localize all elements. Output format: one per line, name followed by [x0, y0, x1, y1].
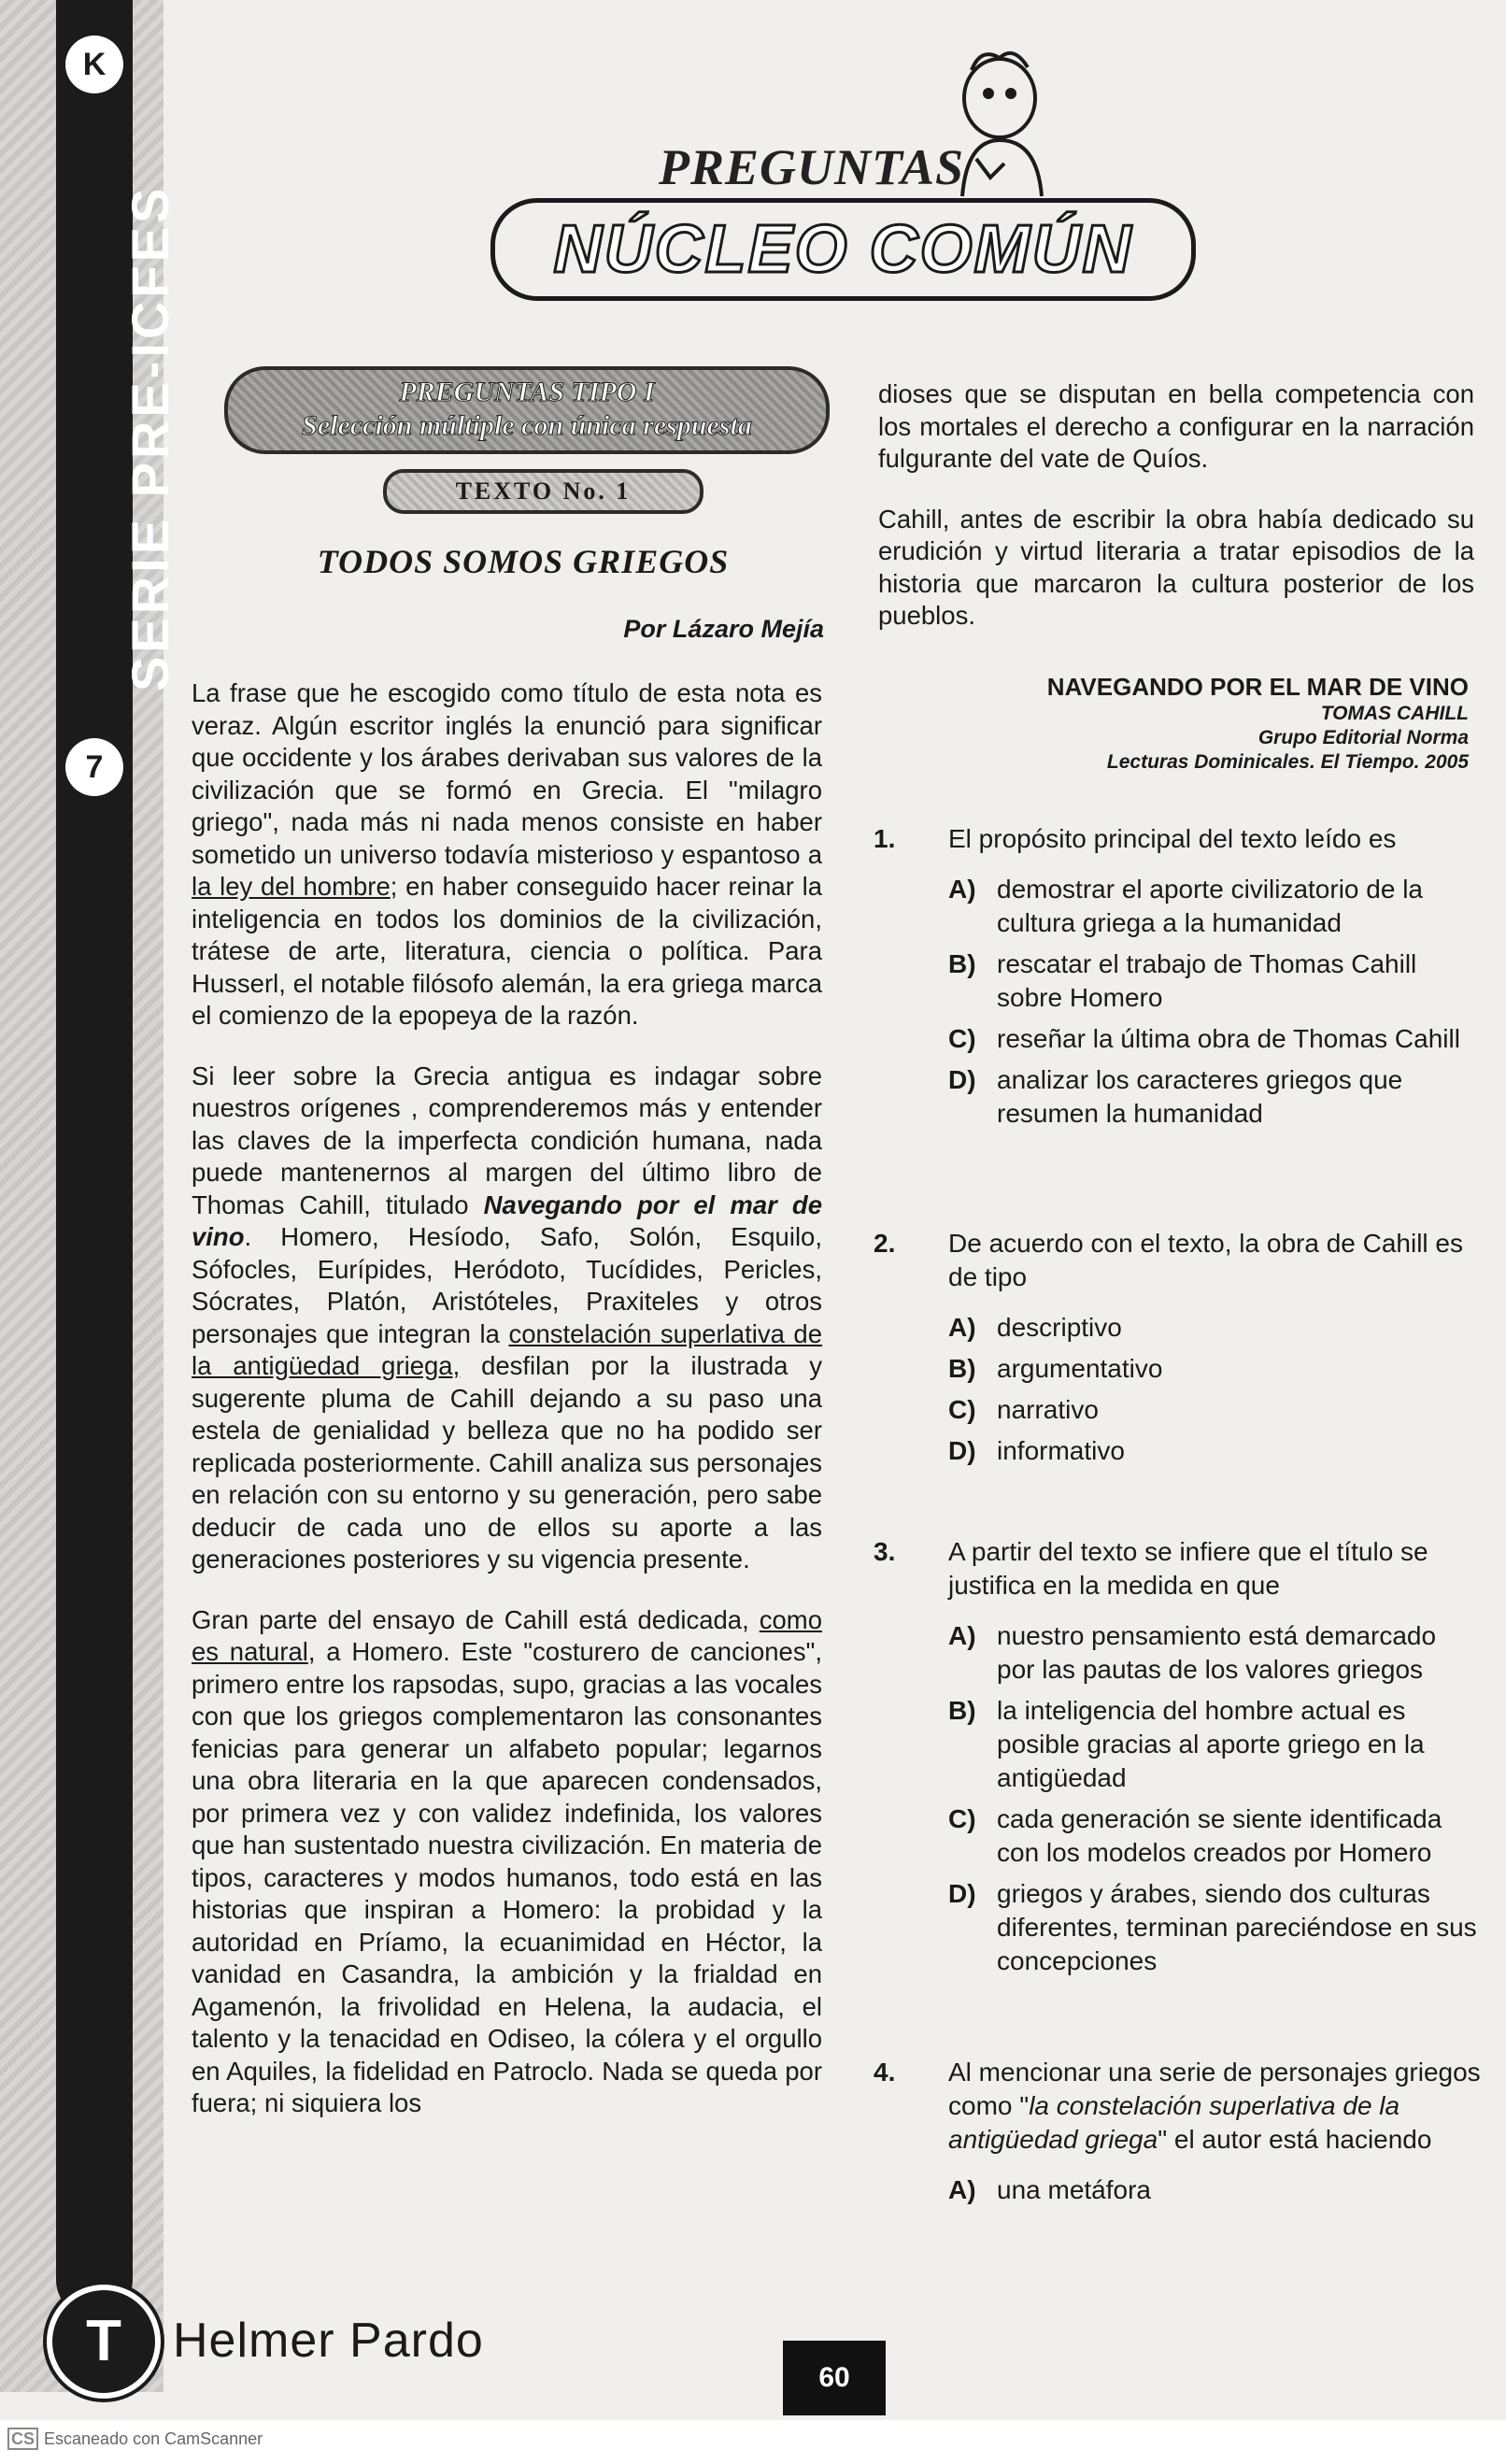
question-2	[874, 1227, 1481, 1468]
question-4	[874, 2056, 1481, 2207]
question-3	[874, 1535, 1481, 1978]
option-a[interactable]: A) nuestro pensamiento está demarcado por las pautas de los valores griegos	[948, 1621, 1437, 1684]
page-number: 60	[783, 2341, 886, 2415]
article-author: Por Lázaro Mejía	[623, 615, 824, 643]
question-1	[874, 822, 1481, 1131]
option-d[interactable]: D) analizar los caracteres griegos que resumen la humanidad	[948, 1065, 1403, 1128]
question-stem: Al mencionar una serie de personajes griegos como "la constelación superlativa de la antigüedad griega" el autor está haciendo	[948, 2058, 1481, 2154]
article-title: TODOS SOMOS GRIEGOS	[317, 543, 730, 580]
article-right-column	[878, 378, 1474, 661]
texto-label: TEXTO No. 1	[383, 469, 703, 514]
option-b[interactable]: B) rescatar el trabajo de Thomas Cahill sobre Homero	[948, 949, 1417, 1012]
option-c[interactable]: C) reseñar la última obra de Thomas Cahill	[948, 1024, 1460, 1053]
paragraph-1: La frase que he escogido como título de esta nota es veraz. Algún escritor inglés la enunció para significar que occidente y los árabes derivaban sus valores de la civilización que se formó en Grecia. El "milagro griego", nada más ni nada menos consiste en haber sometido un universo todavía misterioso y espantoso a la ley del hombre; en haber conseguido hacer reinar la inteligencia en todos los dominios de la civilización, trátese de arte, literatura, ciencia o política. Para Husserl, el notable filósofo alemán, la era griega marca el comienzo de la epopeya de la razón.	[192, 678, 823, 1030]
publisher-logo-icon: T	[47, 2285, 161, 2399]
question-number: 2.	[874, 1229, 896, 1258]
question-stem: De acuerdo con el texto, la obra de Cahill es de tipo	[948, 1229, 1463, 1291]
option-d[interactable]: D) informativo	[948, 1436, 1125, 1465]
option-a[interactable]: A) una metáfora	[948, 2175, 1151, 2204]
option-d[interactable]: D) griegos y árabes, siendo dos culturas diferentes, terminan pareciéndose en sus concepciones	[948, 1879, 1477, 1975]
question-stem: El propósito principal del texto leído es	[948, 824, 1397, 853]
article-left-column	[192, 677, 822, 2148]
option-c[interactable]: C) cada generación se siente identificada con los modelos creados por Homero	[948, 1804, 1442, 1867]
ref-author: TOMAS CAHILL	[1320, 703, 1469, 724]
option-b[interactable]: B) la inteligencia del hombre actual es posible gracias al aporte griego en la antigüedad	[948, 1696, 1425, 1792]
question-number: 4.	[874, 2058, 896, 2087]
header-preguntas: PREGUNTAS	[659, 139, 965, 195]
brand-name: Helmer Pardo	[173, 2314, 484, 2368]
scanner-watermark: CS Escaneado con CamScanner	[7, 2429, 263, 2449]
book-reference	[878, 673, 1469, 775]
question-type-subtitle: Selección múltiple con única respuesta	[302, 410, 752, 441]
scanner-logo-icon: CS	[7, 2428, 38, 2450]
ref-publisher: Grupo Editorial Norma	[1257, 727, 1469, 748]
question-number: 3.	[874, 1537, 896, 1566]
header-box	[490, 198, 1196, 301]
header-nucleo-comun: NÚCLEO COMÚN	[553, 212, 1133, 287]
ref-source: Lecturas Dominicales. El Tiempo. 2005	[1106, 751, 1469, 773]
paragraph-2: Si leer sobre la Grecia antigua es indagar sobre nuestros orígenes , comprenderemos más y entender las claves de la imperfecta condición humana, nada puede mantenernos al margen del último libro de Thomas Cahill, titulado Navegando por el mar de vino. Homero, Hesíodo, Safo, Solón, Esquilo, Sófocles, Eurípides, Heródoto, Tucídides, Pericles, Sócrates, Platón, Aristóteles, Praxiteles y otros personajes que integran la constelación superlativa de la antigüedad griega, desfilan por la ilustrada y sugerente pluma de Cahill dejando a su paso una estela de genialidad y belleza que no ha podido ser replicada posteriormente. Cahill analiza sus personajes en relación con su entorno y su generación, pero sabe deducir de cada uno de ellos su aporte a las generaciones posteriores y su vigencia presente.	[192, 1061, 823, 1574]
option-a[interactable]: A) descriptivo	[948, 1313, 1122, 1342]
question-type-title: PREGUNTAS TIPO I	[399, 377, 655, 407]
paragraph-5: Cahill, antes de escribir la obra había dedicado su erudición y virtud literaria a tratar episodios de la historia que marcaron la cultura posterior de los pueblos.	[878, 504, 1474, 630]
badge-arrow-icon: K	[65, 36, 123, 93]
paragraph-3: Gran parte del ensayo de Cahill está dedicada, como es natural, a Homero. Este "costurero de canciones", primero entre los rapsodas, supo, gracias a las vocales con que los griegos complementaron las consonantes fenicias para generar un alfabeto popular; legarnos una obra literaria en la que aparecen condensados, por primera vez y con validez indefinida, los valores que han sustentado nuestra civilización. En materia de tipos, caracteres y modos humanos, todo está en las historias que inspiran a Homero: la probidad y la autoridad en Príamo, la ecuanimidad en Héctor, la vanidad en Casandra, la ambición y la frialdad en Agamenón, la frivolidad en Helena, la audacia, el talento y la tenacidad en Odiseo, la cólera y el orgullo en Aquiles, la fidelidad en Patroclo. Nada se queda por fuera; ni siquiera los	[192, 1604, 823, 2117]
option-c[interactable]: C) narrativo	[948, 1395, 1099, 1424]
series-label: SERIE PRE-ICFES	[121, 184, 179, 691]
badge-number-icon: 7	[65, 738, 123, 796]
ref-book: NAVEGANDO POR EL MAR DE VINO	[1046, 673, 1469, 701]
question-number: 1.	[874, 824, 896, 853]
question-stem: A partir del texto se infiere que el título se justifica en la medida en que	[948, 1537, 1428, 1600]
option-a[interactable]: A) demostrar el aporte civilizatorio de la cultura griega a la humanidad	[948, 875, 1423, 937]
paragraph-4: dioses que se disputan en bella competencia con los mortales el derecho a configurar en la narración fulgurante del vate de Quíos.	[878, 379, 1474, 473]
question-type-pill	[224, 366, 830, 454]
option-b[interactable]: B) argumentativo	[948, 1354, 1163, 1383]
